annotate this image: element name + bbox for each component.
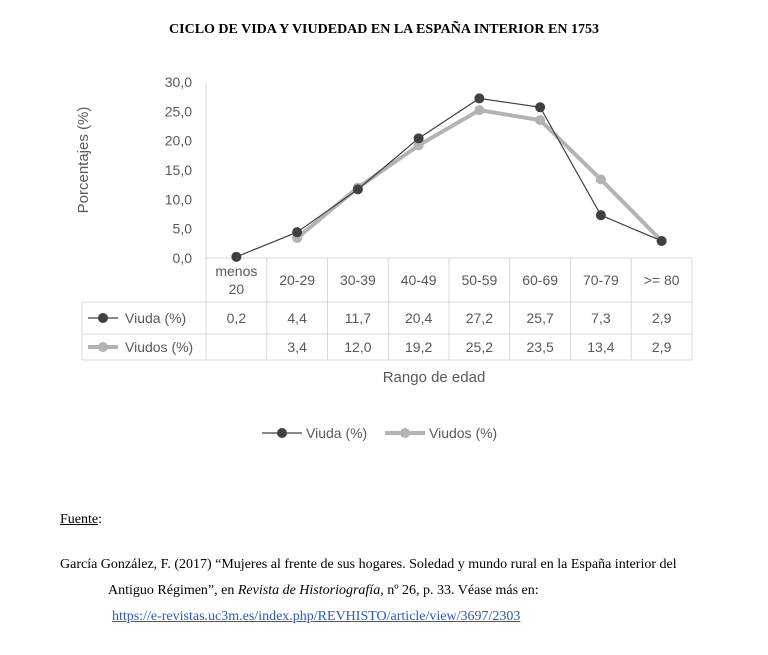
x-axis-label: Rango de edad — [382, 369, 486, 386]
data-label: 0,2 — [226, 310, 247, 326]
data-label: 20,4 — [405, 310, 433, 326]
y-tick-label: 5,0 — [172, 220, 192, 237]
data-label: 12,0 — [344, 339, 372, 355]
x-tick-label: 30-39 — [339, 272, 376, 288]
table-legend-marker — [98, 313, 108, 323]
legend-marker — [400, 428, 410, 438]
table-series-name: Viuda (%) — [125, 310, 187, 326]
point-viudos — [535, 115, 545, 125]
source-block — [60, 512, 720, 630]
legend-label: Viuda (%) — [306, 425, 368, 441]
source-heading-colon: : — [98, 512, 102, 527]
point-viuda — [292, 227, 302, 237]
data-label: 2,9 — [651, 310, 672, 326]
chart-title: CICLO DE VIDA Y VIUDEDAD EN LA ESPAÑA INTERIOR EN 1753 — [169, 22, 599, 37]
point-viudos — [596, 174, 606, 184]
point-viuda — [596, 210, 606, 220]
data-label: 11,7 — [344, 310, 371, 326]
point-viudos — [474, 105, 484, 115]
data-label: 25,7 — [526, 310, 554, 326]
data-label: 4,4 — [287, 310, 307, 326]
citation-text-1: García González, F. (2017) “Mujeres al frente de sus hogares. Soledad y mundo rural en la España interior del Antiguo Régimen”, en — [60, 557, 677, 598]
x-tick-label: 20-29 — [279, 272, 316, 288]
point-viuda — [353, 184, 363, 194]
point-viuda — [474, 93, 484, 103]
x-tick-label: 50-59 — [461, 272, 498, 288]
data-label: 27,2 — [465, 310, 493, 326]
point-viuda — [231, 252, 241, 262]
x-tick-label: 60-69 — [522, 272, 559, 288]
data-label: 23,5 — [526, 339, 554, 355]
y-tick-label: 0,0 — [172, 250, 192, 266]
citation — [60, 552, 720, 630]
data-label: 3,4 — [287, 339, 307, 355]
data-label: 13,4 — [587, 339, 615, 355]
y-axis-label: Porcentajes (%) — [75, 106, 92, 214]
x-tick-label: 40-49 — [400, 272, 437, 288]
citation-text-2: , nº 26, p. 33. Véase más en: — [380, 583, 539, 598]
citation-journal: Revista de Historiografía — [237, 583, 381, 598]
data-label: 25,2 — [465, 339, 493, 355]
x-tick-label: menos — [215, 263, 258, 279]
y-tick-label: 25,0 — [164, 103, 192, 120]
data-label: 2,9 — [651, 339, 672, 355]
legend-label: Viudos (%) — [429, 425, 498, 441]
point-viuda — [657, 236, 667, 246]
series-line-viudos — [297, 110, 662, 241]
legend-marker — [277, 428, 287, 438]
point-viuda — [535, 102, 545, 112]
table-legend-marker — [98, 342, 108, 352]
y-tick-label: 15,0 — [164, 162, 192, 178]
x-tick-label: 70-79 — [582, 272, 619, 288]
point-viuda — [414, 133, 424, 143]
data-label: 7,3 — [591, 310, 611, 326]
table-series-name: Viudos (%) — [125, 339, 194, 355]
x-tick-label: >= 80 — [643, 272, 680, 288]
data-label: 19,2 — [405, 339, 433, 355]
y-tick-label: 30,0 — [164, 74, 192, 90]
source-link[interactable]: https://e-revistas.uc3m.es/index.php/REVHISTO/article/view/3697/2303 — [112, 609, 521, 624]
y-tick-label: 10,0 — [164, 191, 192, 208]
x-tick-label: 20 — [228, 281, 245, 297]
source-heading: Fuente — [60, 512, 99, 527]
y-tick-label: 20,0 — [164, 132, 192, 149]
